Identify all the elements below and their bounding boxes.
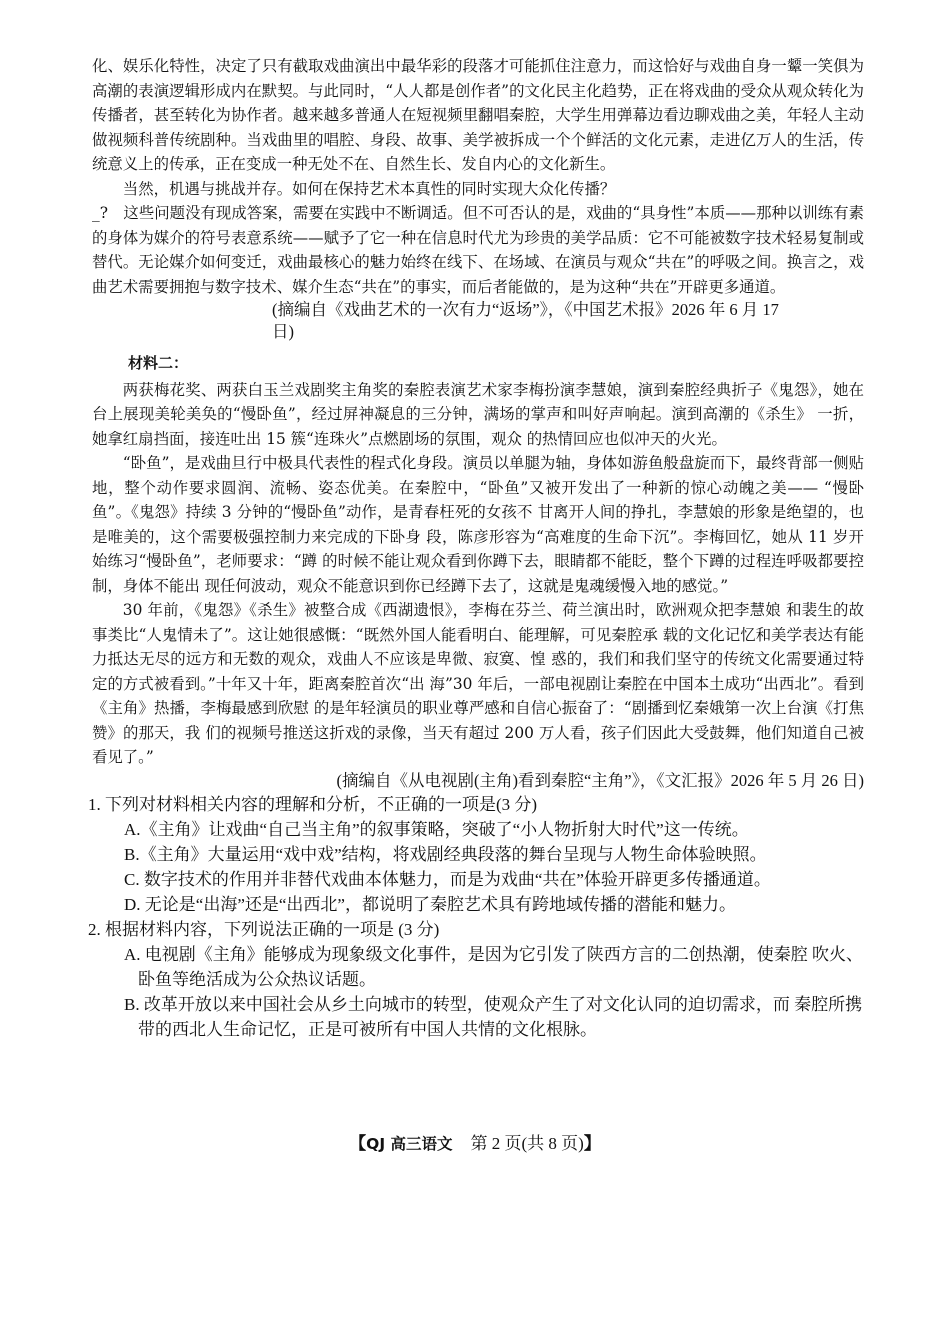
- passage-paragraph: 当然，机遇与挑战并存。如何在保持艺术本真性的同时实现大众化传播？: [122, 179, 616, 198]
- passage-paragraph: 两获梅花奖、两获白玉兰戏剧奖主角奖的秦腔表演艺术家李梅扮演李慧娘，演到秦腔经典折子《鬼怨》，她在台上展现美轮美奂的“慢卧鱼”，经过屏神凝息的三分钟，满场的掌声和叫好声响起。演到高潮的《杀生》 一折，她拿红扇挡面，接连吐出 15 簇“连珠火”点燃剧场的氛围，观众 的热情回应也似冲天的火光。: [92, 380, 864, 448]
- source-citation-cont: 日): [272, 322, 294, 341]
- question-stem: 1. 下列对材料相关内容的理解和分析，不正确的一项是(3 分): [88, 794, 538, 814]
- source-citation: (摘编自《从电视剧(主角)看到秦腔“主角”》，《文汇报》2026 年 5 月 26 日): [336, 770, 864, 790]
- page-number: 第 2 页(共 8 页): [470, 1134, 584, 1153]
- footer-bracket: 】: [583, 1134, 601, 1153]
- course-name: QJ 高三语文: [366, 1135, 453, 1153]
- question-stem: 2. 根据材料内容，下列说法正确的一项是 (3 分): [88, 919, 440, 939]
- footer-bracket: 【: [349, 1134, 367, 1153]
- page-footer: [0, 1129, 950, 1154]
- passage-paragraph: 化、娱乐化特性，决定了只有截取戏曲演出中最华彩的段落才可能抓住注意力，而这恰好与戏曲自身一颦一笑俱为高潮的表演逻辑形成内在默契。与此同时，“人人都是创作者”的文化民主化趋势，正在将戏曲的受众从观众转化为传播者，甚至转化为协作者。越来越多普通人在短视频里翻唱秦腔，大学生用弹幕边看边聊戏曲之美，年轻人主动做视频科普传统剧种。当戏曲里的唱腔、身段、故事、美学被拆成一个个鲜活的文化元素，走进亿万人的生活，传统意义上的传承，正在变成一种无处不在、自然生长、发自内心的文化新生。: [92, 57, 864, 173]
- passage-paragraph: “卧鱼”，是戏曲旦行中极具代表性的程式化身段。演员以单腿为轴，身体如游鱼般盘旋而下，最终背部一侧贴地，整个动作要求圆润、流畅、姿态优美。在秦腔中，“卧鱼”又被开发出了一种新的惊心动魄之美—— “慢卧鱼”。《鬼怨》持续 3 分钟的“慢卧鱼”动作，是青春枉死的女孩不 甘离开人间的挣扎，李慧娘的形象是绝望的，也是唯美的，这个需要极强控制力来完成的下卧身 段，陈彦形容为“高难度的生命下沉”。李梅回忆，她从 11 岁开始练习“慢卧鱼”，老师要求：“蹲 的时候不能让观众看到你蹲下去，眼睛都不能眨，整个下蹲的过程连呼吸都要控制，身体不能出 现任何波动，观众不能意识到你已经蹲下去了，这就是鬼魂缓慢入地的感觉。”: [92, 454, 864, 595]
- answer-option: A.《主角》让戏曲“自己当主角”的叙事策略，突破了“小人物折射大时代”这一传统。: [124, 819, 749, 839]
- passage-paragraph: _? 这些问题没有现成答案，需要在实践中不断调适。但不可否认的是，戏曲的“具身性”本质——那种以训练有素的身体为媒介的符号表意系统——赋予了它一种在信息时代尤为珍贵的美学品质：它不可能被数字技术轻易复制或替代。无论媒介如何变迁，戏曲最核心的魅力始终在线下、在场域、在演员与观众“共在”的呼吸之间。换言之，戏曲艺术需要拥抱与数字技术、媒介生态“共在”的事实，而后者能做的，是为这种“共在”开辟更多通道。: [92, 204, 864, 296]
- answer-option: C. 数字技术的作用并非替代戏曲本体魅力，而是为戏曲“共在”体验开辟更多传播通道。: [124, 869, 771, 889]
- source-citation: (摘编自《戏曲艺术的一次有力“返场”》，《中国艺术报》2026 年 6 月 17: [272, 300, 779, 319]
- material-heading: 材料二：: [128, 354, 189, 372]
- answer-option: B. 改革开放以来中国社会从乡土向城市的转型，使观众产生了对文化认同的迫切需求，而 秦腔所携带的西北人生命记忆，正是可被所有中国人共情的文化根脉。: [124, 994, 863, 1039]
- passage-paragraph: 30 年前，《鬼怨》《杀生》被整合成《西湖遗恨》，李梅在芬兰、荷兰演出时，欧洲观众把李慧娘 和裴生的故事类比“人鬼情未了”。这让她很感慨：“既然外国人能看明白、能理解，可见秦腔承 载的文化记忆和美学表达有能力抵达无尽的远方和无数的观众，戏曲人不应该是卑微、寂寞、惶 惑的，我们和我们坚守的传统文化需要通过特定的方式被看到。”十年又十年，距离秦腔首次“出 海”30 年后，一部电视剧让秦腔在中国本土成功“出西北”。看到《主角》热播，李梅最感到欣慰 的是年轻演员的职业尊严感和自信心振奋了：“剧播到忆秦娥第一次上台演《打焦赞》的那天，我 们的视频号推送这折戏的录像，当天有超过 200 万人看，孩子们因此大受鼓舞，他们知道自己被 看见了。”: [92, 601, 864, 766]
- answer-option: B.《主角》大量运用“戏中戏”结构，将戏剧经典段落的舞台呈现与人物生命体验映照。: [124, 844, 767, 864]
- exam-page: [88, 54, 864, 1042]
- answer-option: D. 无论是“出海”还是“出西北”，都说明了秦腔艺术具有跨地域传播的潜能和魅力。: [124, 894, 736, 914]
- answer-option: A. 电视剧《主角》能够成为现象级文化事件，是因为它引发了陕西方言的二创热潮，使秦腔 吹火、卧鱼等绝活成为公众热议话题。: [124, 944, 864, 989]
